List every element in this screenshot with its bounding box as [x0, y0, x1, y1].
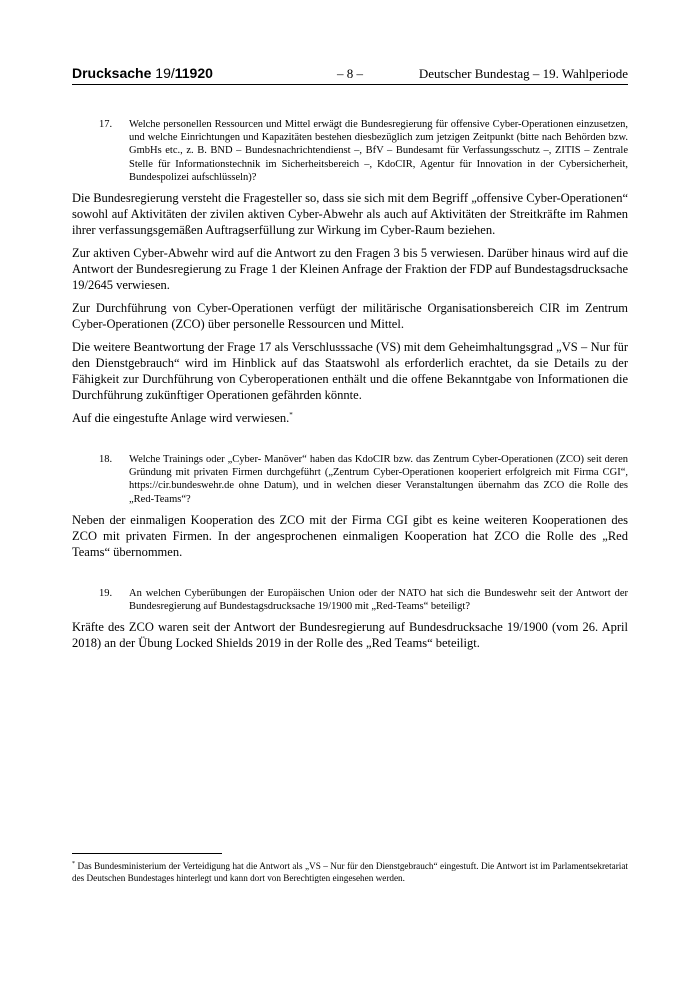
question-19	[99, 587, 628, 613]
doc-label: Drucksache	[72, 65, 152, 81]
footnote-mark: *	[72, 860, 75, 867]
question-text: Welche personellen Ressourcen und Mittel erwägt die Bundesregierung für offensive Cyber-Operationen einzusetzen, und welche Einrichtungen und Kapazitäten bestehen diesbezüglich zum jetzigen Zeitpunkt (bitte nach Behörden bzw. GmbHs etc., z. B. BND – Bundesnachrichtendienst –, BfV – Bundesamt für Verfassungsschutz –, ZITIS – Zentrale Stelle für Informationstechnik im Sicherheitsbereich –, KdoCIR, Agentur für Innovation in der Cybersicherheit, Bundespolizei aufschlüsseln)?	[129, 119, 628, 183]
answer-17-paragraph-1: Die Bundesregierung versteht die Fragesteller so, dass sie sich mit dem Begriff „offensive Cyber-Operationen“ sowohl auf Aktivitäten der zivilen aktiven Cyber-Abwehr als auch auf Aktivitäten der Streitkräfte im Rahmen ihrer verfassungsgemäßen Auftragserfüllung zur Wirkung im Cyber-Raum beziehen.	[72, 191, 628, 238]
answer-17-paragraph-4: Die weitere Beantwortung der Frage 17 als Verschlusssache (VS) mit dem Geheimhaltungsgrad „VS – Nur für den Dienstgebrauch“ wird im Hinblick auf das Staatswohl als erforderlich erachtet, da sie Details zu der Fähigkeit zur Durchführung von Cyberoperationen enthält und die offene Bekanntgabe von Informationen die Durchführung zukünftiger Operationen gefährden könnte.	[72, 340, 628, 403]
page-content	[72, 118, 628, 658]
question-18	[99, 453, 628, 506]
page-header	[72, 64, 628, 85]
footnote-marker[interactable]: *	[289, 410, 293, 419]
doc-number: 11920	[174, 65, 213, 81]
question-17	[99, 118, 628, 184]
publisher: Deutscher Bundestag – 19. Wahlperiode	[418, 66, 628, 81]
question-text: An welchen Cyberübungen der Europäischen Union oder der NATO hat sich die Bundeswehr seit der Antwort der Bundesregierung auf Bundestagsdrucksache 19/1900 mit „Red-Teams“ beteiligt?	[129, 587, 628, 613]
page-number: – 8 –	[337, 66, 363, 81]
answer-17-paragraph-2: Zur aktiven Cyber-Abwehr wird auf die Antwort zu den Fragen 3 bis 5 verwiesen. Darüber hinaus wird auf die Antwort der Bundesregierung zu Frage 1 der Kleinen Anfrage der Fraktion der FDP auf Bundestagsdrucksache 19/2645 verwiesen.	[72, 246, 628, 293]
question-number: 17.	[99, 119, 113, 130]
question-text: Welche Trainings oder „Cyber- Manöver“ haben das KdoCIR bzw. das Zentrum Cyber-Operationen (ZCO) seit deren Gründung mit privaten Firmen durchgeführt („Zentrum Cyber-Operationen kooperiert erfolgreich mit Firma CGI“, https://cir.bundeswehr.de ohne Datum), und in welchen dieser Veranstaltungen übernahm das ZCO die Rolle des „Red-Teams“?	[129, 454, 628, 505]
doc-number-prefix: 19/	[155, 65, 175, 81]
answer-19-paragraph-1: Kräfte des ZCO waren seit der Antwort der Bundesregierung auf Bundesdrucksache 19/1900 (vom 26. April 2018) an der Übung Locked Shields 2019 in der Rolle des „Red Teams“ beteiligt.	[72, 620, 628, 651]
answer-17-paragraph-3: Zur Durchführung von Cyber-Operationen verfügt der militärische Organisationsbereich CIR im Zentrum Cyber-Operationen (ZCO) über personelle Ressourcen und Mittel.	[72, 301, 628, 332]
footnote-text: Das Bundesministerium der Verteidigung hat die Antwort als „VS – Nur für den Dienstgebrauch“ eingestuft. Die Antwort ist im Parlamentsekretariat des Deutschen Bundestages hinterlegt und kann dort von Berechtigten eingesehen werden.	[72, 861, 628, 883]
footnote	[72, 860, 628, 884]
answer-17-reference-text: Auf die eingestufte Anlage wird verwiesen.	[72, 411, 290, 426]
footnote-divider	[72, 853, 222, 854]
answer-17-paragraph-5	[72, 410, 628, 426]
question-number: 18.	[99, 454, 113, 466]
question-number: 19.	[99, 587, 113, 599]
answer-18-paragraph-1: Neben der einmaligen Kooperation des ZCO mit der Firma CGI gibt es keine weiteren Kooperationen des ZCO mit privaten Firmen. In der angesprochenen einmaligen Kooperation hat ZCO die Rolle des „Red Teams“ übernommen.	[72, 512, 628, 559]
